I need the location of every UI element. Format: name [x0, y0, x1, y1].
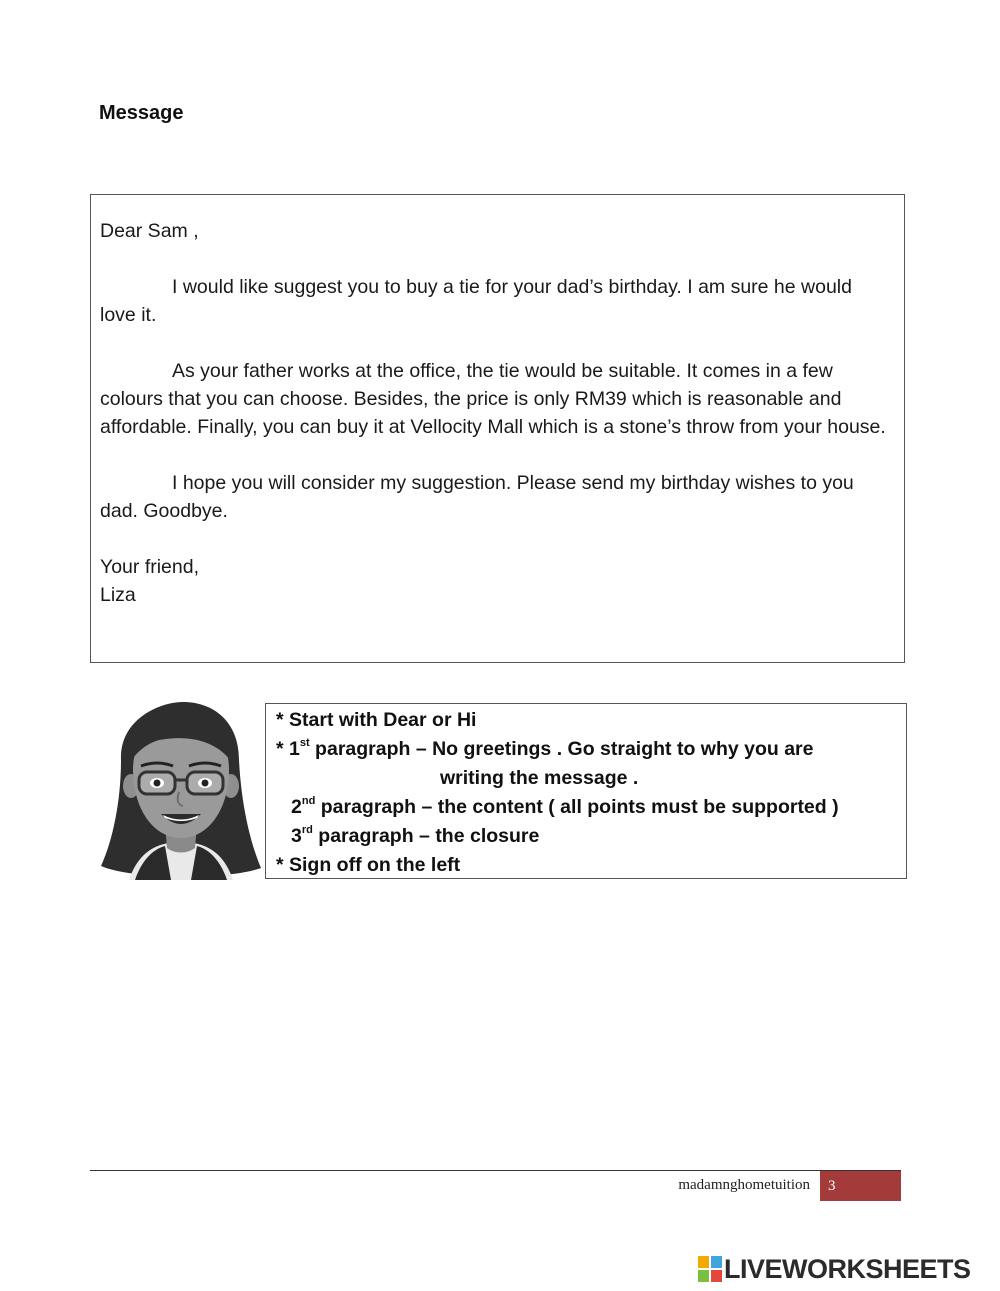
- letter-paragraph-3: I hope you will consider my suggestion. Please send my birthday wishes to you dad. Goodbye.: [100, 472, 854, 522]
- tip-p3-ordinal: rd: [301, 823, 313, 836]
- letter-closing: Your friend,: [100, 556, 200, 578]
- tip-paragraph-1-continued: writing the message .: [440, 767, 639, 789]
- tip-p3-text: paragraph – the closure: [312, 825, 540, 847]
- footer-page-number: 3: [820, 1171, 901, 1201]
- tip-paragraph-2: [276, 793, 839, 822]
- tip-p1-number: * 1: [276, 738, 300, 760]
- tip-p3-number: 3: [291, 825, 302, 847]
- tip-p1-ordinal: st: [299, 736, 310, 749]
- letter-paragraph-2: As your father works at the office, the tie would be suitable. It comes in a few colours that you can choose. Besides, the price is only RM39 which is reasonable and affordable. Finally, you can buy it at Vellocity Mall which is a stone’s throw from your house.: [100, 360, 886, 438]
- tip-p2-text: paragraph – the content ( all points must be supported ): [315, 796, 839, 818]
- letter-signature: Liza: [100, 584, 136, 606]
- liveworksheets-logo[interactable]: [698, 1253, 971, 1285]
- liveworksheets-logo-text: LIVEWORKSHEETS: [724, 1253, 971, 1284]
- tip-paragraph-3: [276, 822, 839, 851]
- page-heading: Message: [99, 102, 184, 124]
- letter-paragraph-1: I would like suggest you to buy a tie for your dad’s birthday. I am sure he would love it.: [100, 276, 852, 326]
- teacher-avatar-icon: [99, 700, 264, 880]
- letter-signoff: [100, 553, 890, 609]
- tip-start: * Start with Dear or Hi: [276, 709, 477, 731]
- letter-greeting: Dear Sam ,: [100, 220, 199, 242]
- letter-box: [90, 194, 905, 663]
- footer-divider: [90, 1170, 901, 1171]
- tip-p2-number: 2: [291, 796, 302, 818]
- tips-box: [265, 703, 907, 879]
- tip-p1-text: paragraph – No greetings . Go straight to why you are: [309, 738, 814, 760]
- footer-site-name: madamnghometuition: [678, 1177, 810, 1193]
- liveworksheets-logo-icon: [698, 1256, 722, 1282]
- tips-list: [276, 706, 839, 880]
- tip-paragraph-1: [276, 735, 839, 764]
- tip-p2-ordinal: nd: [301, 794, 316, 807]
- tip-signoff: * Sign off on the left: [276, 854, 461, 876]
- letter-body: [100, 217, 890, 609]
